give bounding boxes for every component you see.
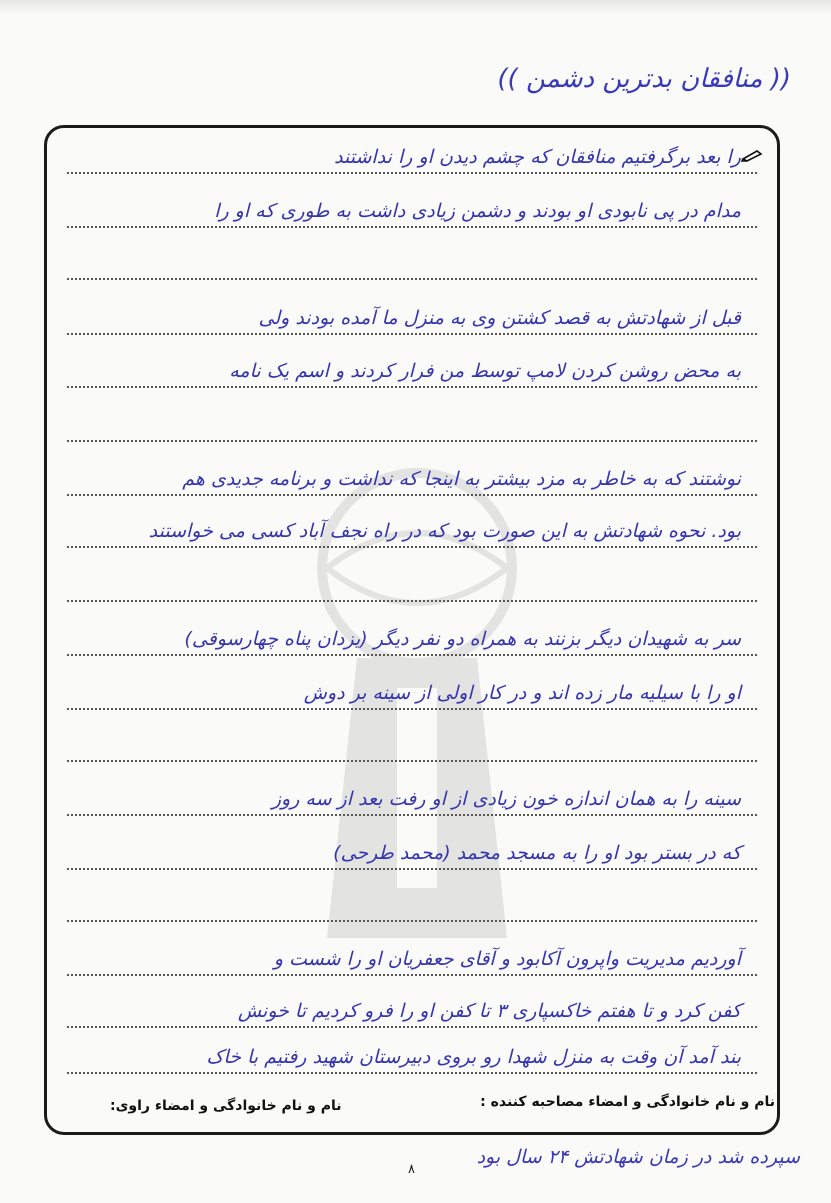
handwritten-line: که در بستر بود او را به مسجد محمد (محمد طرحی) (333, 842, 741, 864)
handwritten-line: بود. نحوه شهادتش به این صورت بود که در راه نجف آباد کسی می خواستند (148, 520, 741, 542)
dotted-rule (67, 974, 757, 976)
dotted-rule (67, 920, 757, 922)
dotted-rule (67, 226, 757, 228)
handwritten-line: نوشتند که به خاطر به مزد بیشتر به اینجا که نداشت و برنامه جدیدی هم (182, 468, 741, 490)
handwritten-line: بند آمد آن وقت به منزل شهدا رو بروی دبیرستان شهید رفتیم با خاک (206, 1046, 741, 1068)
dotted-rule (67, 278, 757, 280)
dotted-rule (67, 760, 757, 762)
narrator-signature-label: نام و نام خانوادگی و امضاء راوی: (110, 1098, 342, 1114)
dotted-rule (67, 172, 757, 174)
handwritten-line: او را با سیلیه مار زده اند و در کار اولی از سینه بر دوش (303, 682, 741, 704)
handwritten-line: کفن کرد و تا هفتم خاکسپاری ۳ تا کفن او را فرو کردیم تا خونش (237, 1000, 741, 1022)
dotted-rule (67, 386, 757, 388)
scan-edge (0, 0, 831, 14)
pen-icon (741, 148, 763, 162)
handwritten-line: سر به شهیدان دیگر بزنند به همراه دو نفر دیگر (یزدان پناه چهارسوقی) (184, 628, 741, 650)
handwritten-bottom-note: سپرده شد در زمان شهادتش ۲۴ سال بود (476, 1146, 800, 1168)
handwritten-line: قبل از شهادتش به قصد کشتن وی به منزل ما آمده بودند ولی (258, 307, 741, 329)
dotted-rule (67, 440, 757, 442)
handwritten-line: را بعد برگرفتیم منافقان که چشم دیدن او را نداشتند (334, 146, 741, 168)
handwritten-line: آوردیم مدیریت واپرون آکابود و آقای جعفریان او را شست و (273, 948, 741, 970)
page-number: ۸ (408, 1162, 415, 1177)
dotted-rule (67, 868, 757, 870)
dotted-rule (67, 1072, 757, 1074)
dotted-rule (67, 333, 757, 335)
handwritten-line: به محض روشن کردن لامپ توسط من فرار کردند و اسم یک نامه (229, 360, 741, 382)
handwritten-title: (( منافقان بدترین دشمن )) (497, 64, 791, 94)
handwritten-line: مدام در پی نابودی او بودند و دشمن زیادی داشت به طوری که او را (214, 200, 741, 222)
handwritten-line: سینه را به همان اندازه خون زیادی از او رفت بعد از سه روز (271, 788, 741, 810)
dotted-rule (67, 814, 757, 816)
dotted-rule (67, 654, 757, 656)
dotted-rule (67, 600, 757, 602)
dotted-rule (67, 708, 757, 710)
dotted-rule (67, 1026, 757, 1028)
interviewer-signature-label: نام و نام خانوادگی و امضاء مصاحبه کننده : (480, 1094, 775, 1110)
dotted-rule (67, 494, 757, 496)
form-frame (44, 125, 780, 1135)
dotted-rule (67, 546, 757, 548)
